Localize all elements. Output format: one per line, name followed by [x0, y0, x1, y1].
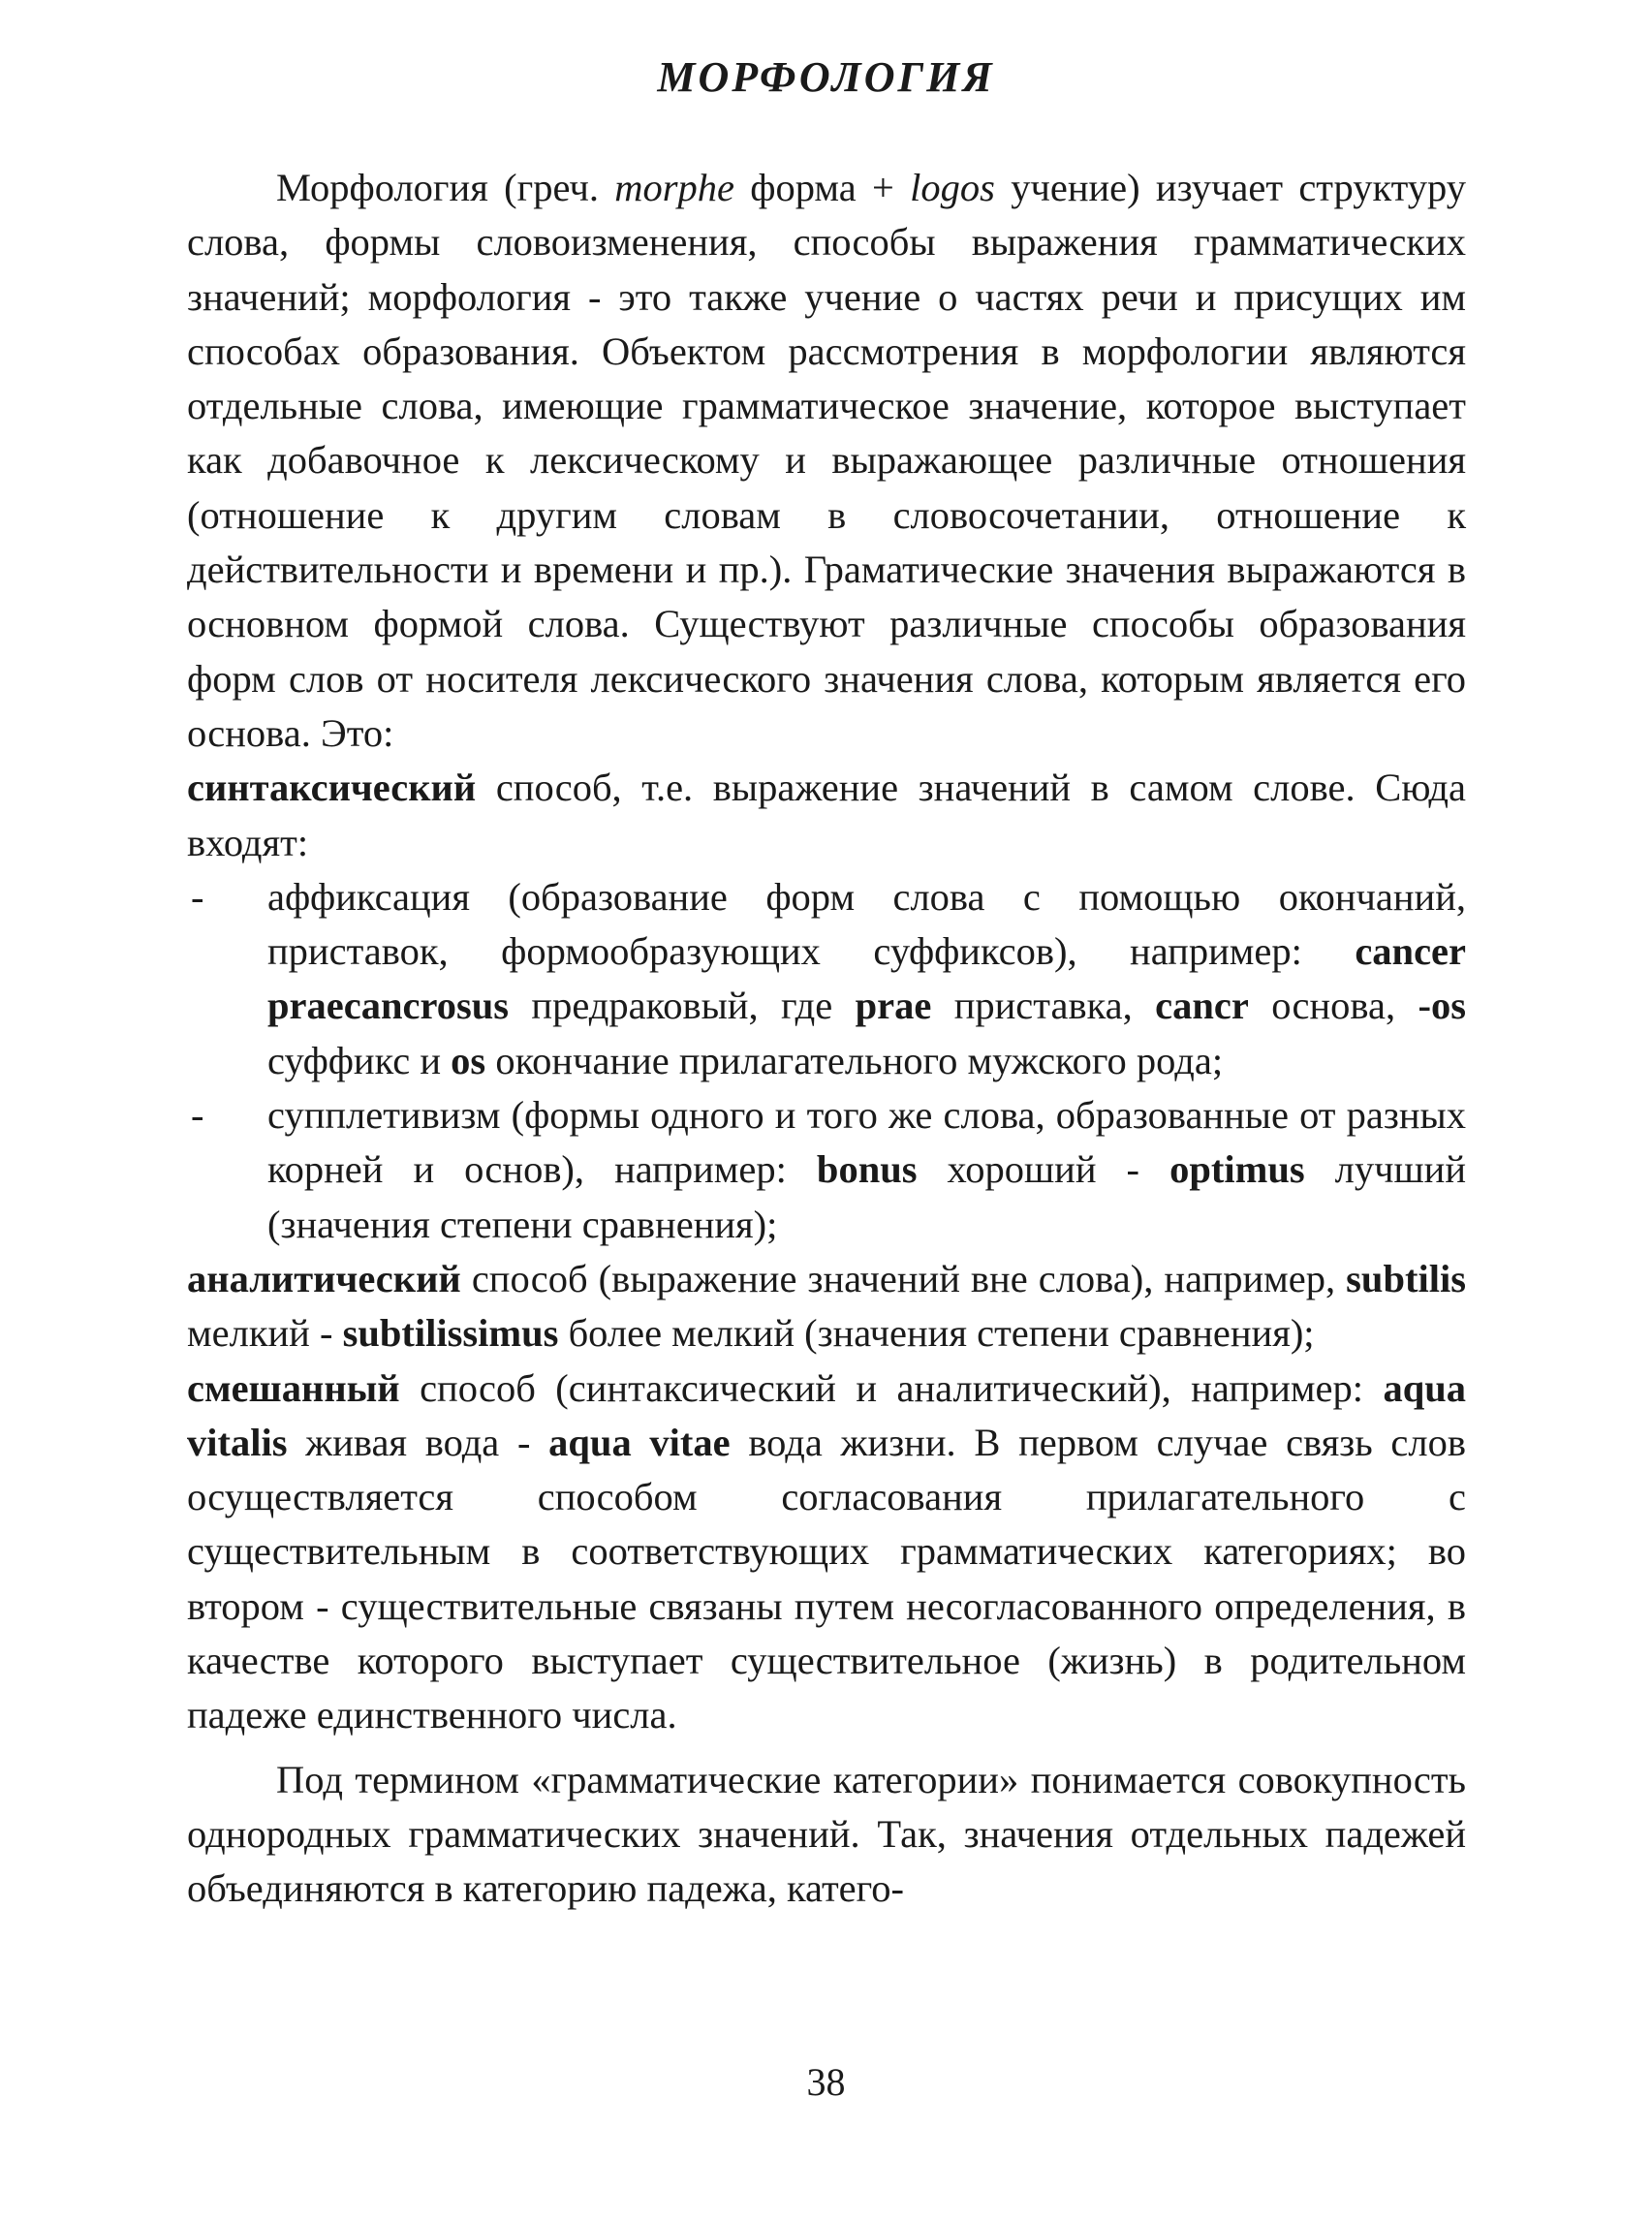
- bold-term: cancr: [1155, 984, 1249, 1028]
- text-run: суффикс и: [267, 1038, 452, 1082]
- intro-paragraph: [187, 161, 1466, 761]
- text-run: основа,: [1248, 984, 1418, 1028]
- list-dash: -: [191, 874, 204, 919]
- text-run: способ, т.е. выражение значений в самом слове. Сюда входят:: [187, 766, 1466, 864]
- text-run: приставка,: [931, 984, 1156, 1028]
- text-run: способ (выражение значений вне слова), например,: [460, 1256, 1347, 1300]
- bold-term: prae: [855, 984, 932, 1028]
- bold-term: -os: [1418, 984, 1466, 1028]
- text-run: вода жизни. В первом случае связь слов осуществляется способом согласования прилагательного с существительным в соответствующих грамматических категориях; во втором - существительные связаны путем несогласованного определения, в качестве которого выступает существительное (жизнь) в родительном падеже единственного числа.: [187, 1420, 1466, 1737]
- bold-term: cancer praecancrosus: [267, 929, 1466, 1028]
- bold-term: subtilis: [1346, 1256, 1466, 1300]
- text-run: учение) изучает структуру слова, формы словоизменения, способы выражения грамматических значений; морфология - это также учение о частях речи и присущих им способах образования. Объектом рассмотрения в морфологии являются отдельные слова, имеющие грамматическое значение, которое выступает как добавочное к лексическому и выражающее различные отношения (отношение к другим словам в словосочетании, отношение к действительности и времени и пр.). Граматические значения выражаются в основном формой слова. Существуют различные способы образования форм слов от носителя лексического значения слова, которым является его основа. Это:: [187, 166, 1466, 755]
- bold-term: аналитический: [187, 1256, 461, 1300]
- list-item-text: [267, 870, 1466, 1088]
- chapter-title: МОРФОЛОГИЯ: [657, 53, 995, 101]
- text-run: мелкий -: [187, 1311, 343, 1356]
- bold-term: смешанный: [187, 1365, 400, 1410]
- page-body: [187, 161, 1466, 1917]
- text-run: супплетивизм (формы одного и того же слова, образованные от разных корней и основ), например:: [267, 1093, 1466, 1192]
- bold-term: optimus: [1169, 1147, 1305, 1192]
- bold-term: subtilissimus: [342, 1311, 559, 1356]
- bold-term: bonus: [816, 1147, 918, 1192]
- text-run: Морфология (греч.: [276, 166, 615, 209]
- bold-term: синтаксический: [187, 766, 477, 810]
- page-number: 38: [806, 2060, 846, 2104]
- text-run: способ (синтаксический и аналитический), например:: [399, 1365, 1384, 1410]
- bold-term: os: [451, 1038, 486, 1082]
- italic-term: logos: [910, 166, 995, 209]
- text-run: живая вода -: [287, 1420, 549, 1464]
- syntactic-method-paragraph: [187, 761, 1466, 870]
- list-dash: -: [191, 1093, 204, 1138]
- italic-term: morphe: [614, 166, 734, 209]
- text-run: форма +: [733, 166, 911, 209]
- bold-term: aqua vitae: [548, 1420, 731, 1464]
- mixed-method-paragraph: [187, 1361, 1466, 1743]
- list-item: [187, 870, 1466, 1088]
- text-run: хороший -: [917, 1147, 1170, 1192]
- list-item-text: [267, 1088, 1466, 1252]
- list-item: [187, 1088, 1466, 1252]
- text-run: окончание прилагательного мужского рода;: [485, 1038, 1224, 1082]
- analytic-method-paragraph: [187, 1252, 1466, 1361]
- categories-paragraph: Под термином «грамматические категории» понимается совокупность однородных грамматических значений. Так, значения отдельных падежей объединяются в категорию падежа, катего-: [187, 1757, 1466, 1911]
- bold-term: aqua vitalis: [187, 1365, 1466, 1464]
- text-run: предраковый, где: [509, 984, 856, 1028]
- text-run: аффиксация (образование форм слова с помощью окончаний, приставок, формообразующих суффиксов), например:: [267, 874, 1466, 974]
- text-run: лучший (значения степени сравнения);: [267, 1147, 1466, 1246]
- text-run: более мелкий (значения степени сравнения);: [558, 1311, 1315, 1356]
